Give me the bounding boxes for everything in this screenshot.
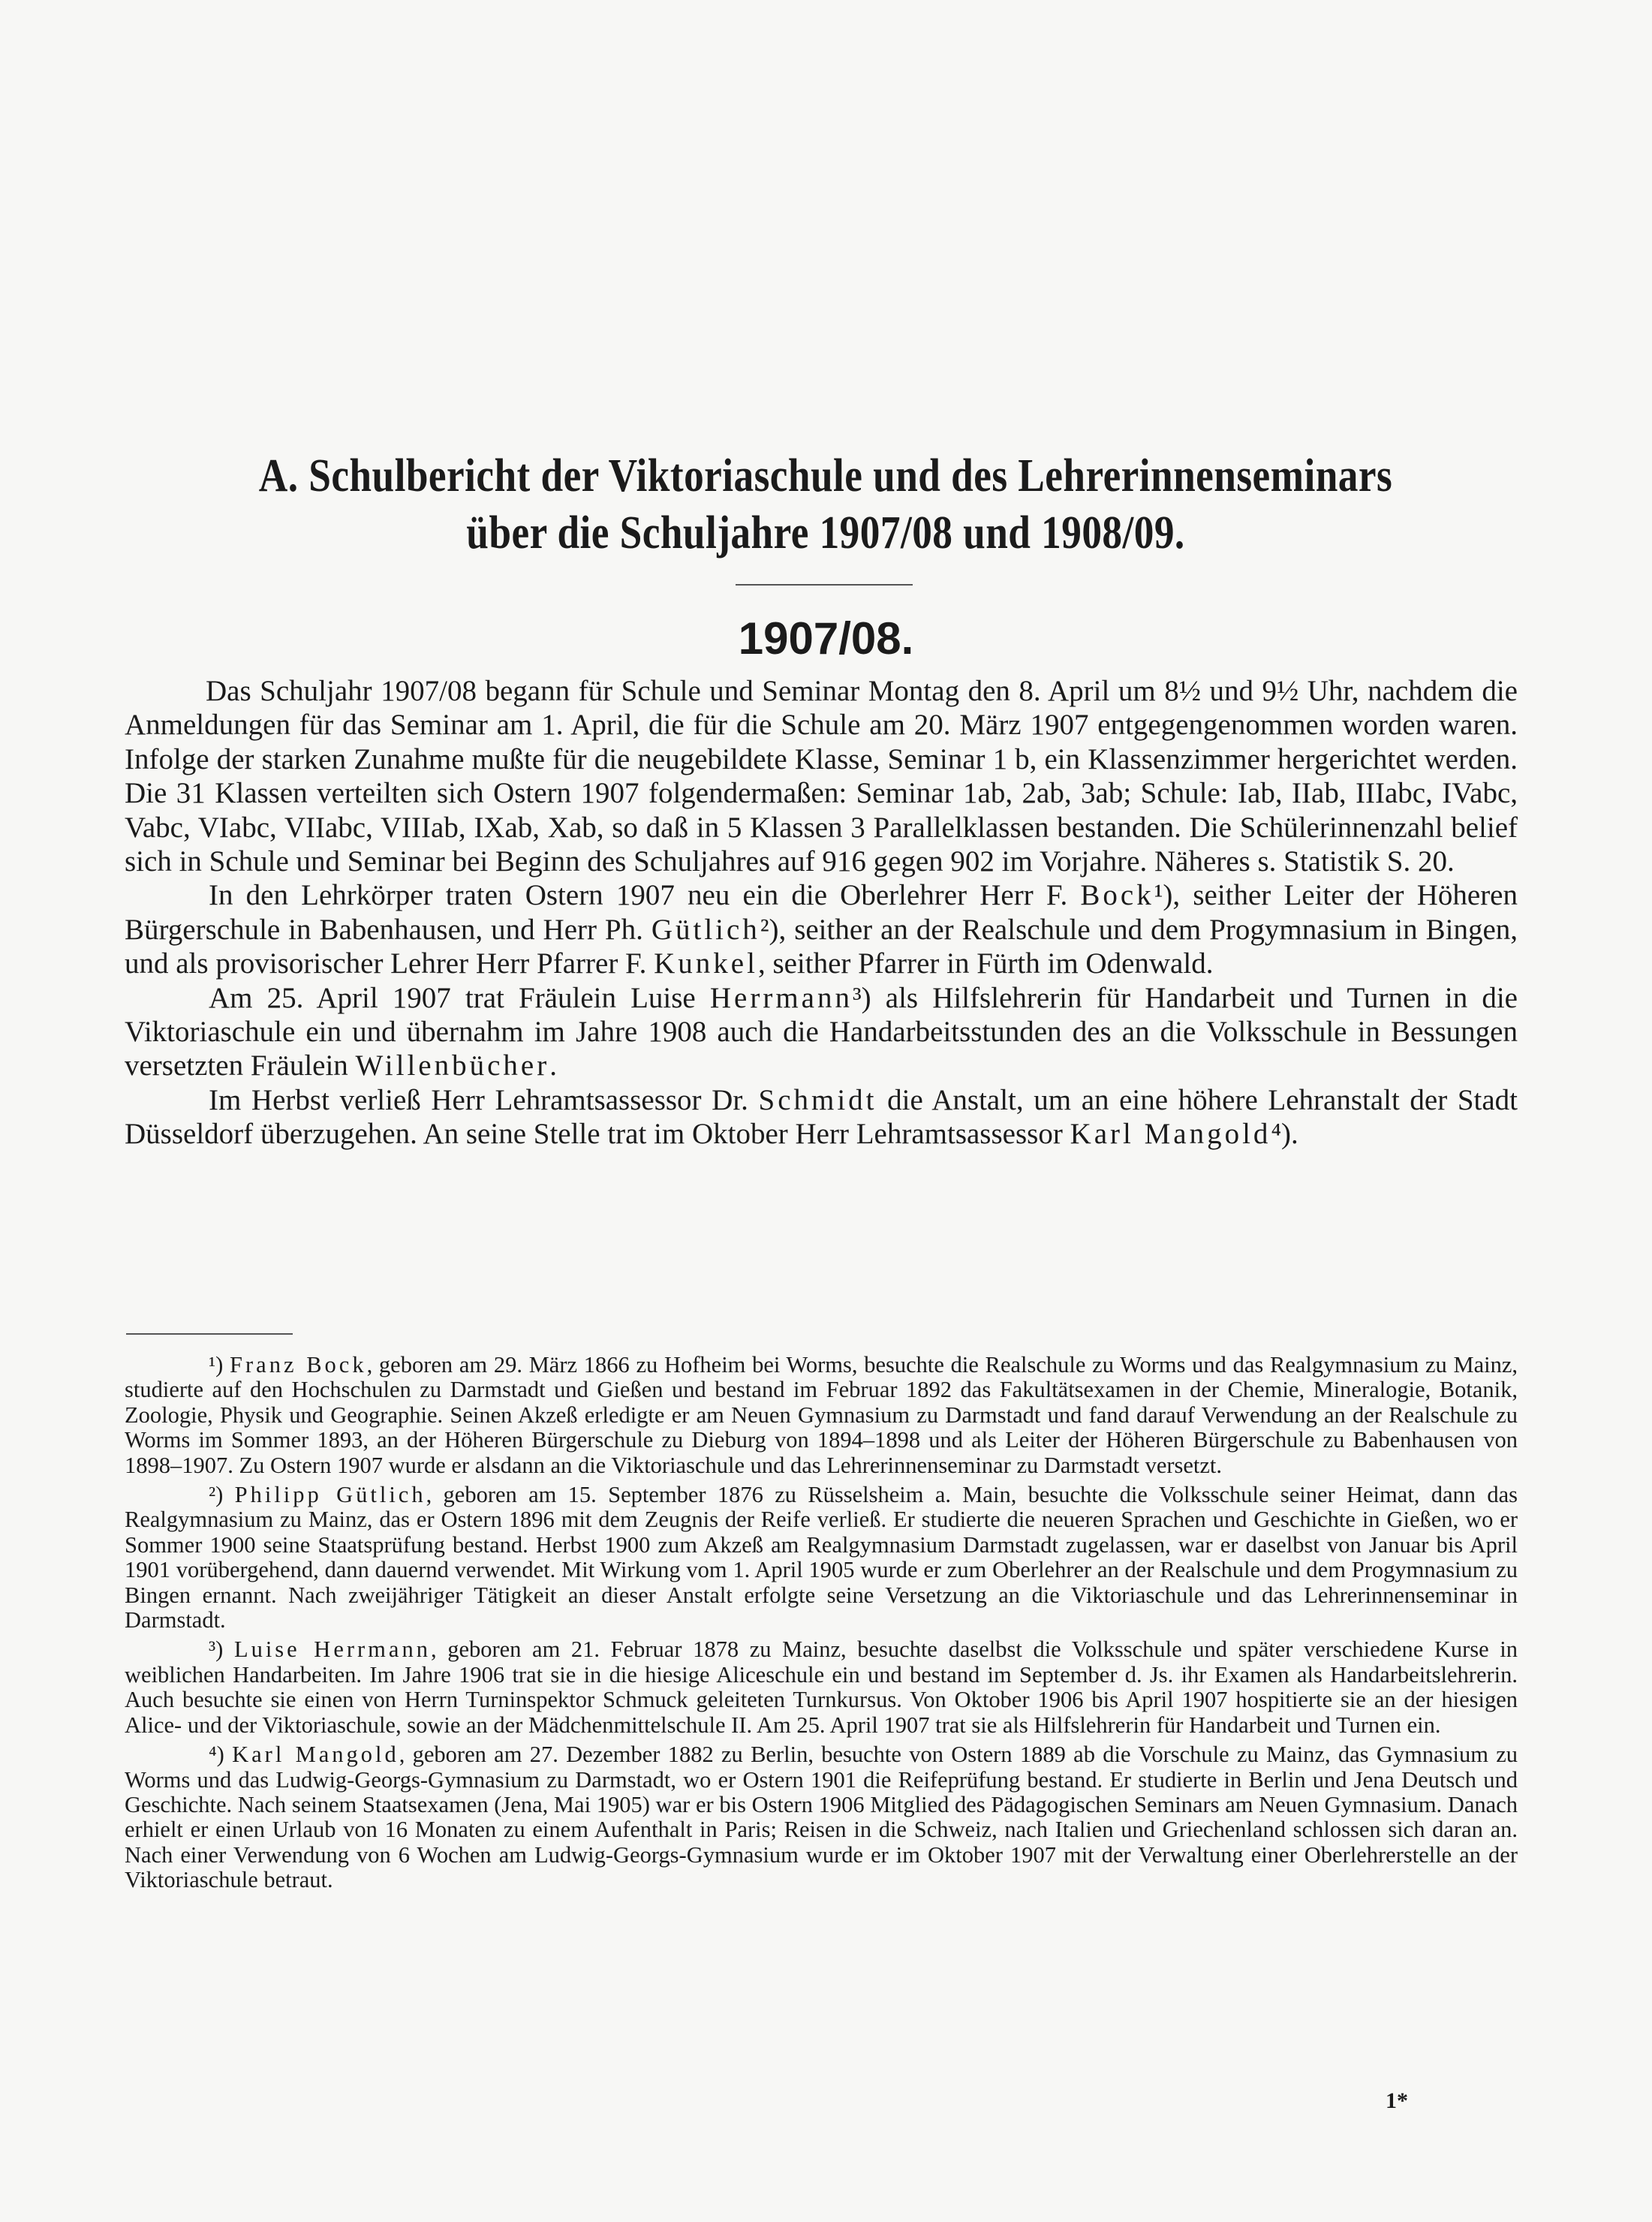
paragraph-4-text: Im Herbst verließ Herr Lehramtsassessor Dr. <box>209 1083 759 1116</box>
paragraph-3 <box>125 981 1518 1083</box>
footnote-marker: ⁴) <box>209 1742 224 1768</box>
paragraph-2-text: , seither Pfarrer in Fürth im Odenwald. <box>757 947 1214 980</box>
person-name: Willenbücher <box>355 1049 550 1082</box>
paragraph-1: Das Schuljahr 1907/08 begann für Schule und Seminar Montag den 8. April um 8½ und 9½ Uhr, nachdem die Anmeldungen für das Seminar am 1. April, die für die Schule am 20. März 1907 entgegengenommen worden waren. Infolge der starken Zunahme mußte für die neugebildete Klasse, Seminar 1 b, ein Klassenzimmer hergerichtet werden. Die 31 Klassen verteilten sich Ostern 1907 folgendermaßen: Seminar 1ab, 2ab, 3ab; Schule: Iab, IIab, IIIabc, IVabc, Vabc, VIabc, VIIabc, VIIIab, IXab, Xab, so daß in 5 Klassen 3 Parallelklassen bestanden. Die Schülerinnenzahl belief sich in Schule und Seminar bei Beginn des Schuljahres auf 916 gegen 902 im Vorjahre. Näheres s. Statistik S. 20. <box>125 675 1518 878</box>
paragraph-2 <box>125 878 1518 980</box>
paragraph-4-text: die Anstalt, um an eine höhere Lehranstalt der Stadt Düsseldorf überzugehen. An seine Stelle trat im Oktober Herr Lehramtsassessor <box>125 1083 1518 1151</box>
footnote-text: , geboren am 15. September 1876 zu Rüsselsheim a. Main, besuchte die Volksschule seiner Heimat, dann das Realgymnasium zu Mainz, das er Ostern 1896 mit dem Zeugnis der Reife verließ. Er studierte die neueren Sprachen und Geschichte in Gießen, wo er Sommer 1900 seine Staatsprüfung bestand. Herbst 1900 zum Akzeß am Realgymnasium Darmstadt zugelassen, war er daselbst von Januar bis April 1901 vorübergehend, dann dauernd verwendet. Mit Wirkung vom 1. April 1905 wurde er zum Oberlehrer an der Realschule und dem Progymnasium zu Bingen ernannt. Nach zweijähriger Tätigkeit an dieser Anstalt erfolgte seine Versetzung an die Viktoriaschule und das Lehrerinnenseminar in Darmstadt. <box>125 1482 1518 1633</box>
title-divider <box>736 584 913 586</box>
report-title-line-2: über die Schuljahre 1907/08 und 1908/09. <box>466 507 1185 559</box>
person-name: Schmidt <box>758 1083 877 1116</box>
paragraph-3-text: . <box>549 1049 557 1082</box>
person-name: Gütlich <box>651 913 760 946</box>
paragraph-3-text: Am 25. April 1907 trat Fräulein Luise <box>209 981 710 1014</box>
footnote-name: Karl Mangold <box>232 1742 399 1768</box>
paragraph-2-text: ²), seither an der Realschule und dem Progymnasium in Bingen, und als provisorischer Lehrer Herr Pfarrer F. <box>125 913 1518 980</box>
footnote-text: , geboren am 27. Dezember 1882 zu Berlin, besuchte von Ostern 1889 ab die Vorschule zu Mainz, das Gymnasium zu Worms und das Ludwig-Georgs-Gymnasium zu Darmstadt, wo er Ostern 1901 die Reifeprüfung bestand. Er studierte in Berlin und Jena Deutsch und Geschichte. Nach seinem Staatsexamen (Jena, Mai 1905) war er bis Ostern 1906 Mitglied des Pädagogischen Seminars am Neuen Gymnasium. Danach erhielt er einen Urlaub von 16 Monaten zu einem Aufenthalt in Paris; Reisen in die Schweiz, nach Italien und Griechenland schlossen sich daran an. Nach einer Verwendung von 6 Wochen am Ludwig-Georgs-Gymnasium wurde er im Oktober 1907 mit der Verwaltung einer Oberlehrerstelle an der Viktoriaschule betraut. <box>125 1742 1518 1893</box>
person-name: Herrmann <box>709 981 853 1014</box>
person-name: Kunkel <box>654 947 758 980</box>
footnote-1 <box>125 1353 1518 1478</box>
footnote-name: Franz Bock <box>230 1352 367 1377</box>
paragraph-4 <box>125 1083 1518 1152</box>
person-name: Karl Mangold <box>1070 1118 1271 1151</box>
footnote-4 <box>125 1742 1518 1892</box>
report-title <box>232 447 1419 562</box>
footnote-text: , geboren am 21. Februar 1878 zu Mainz, besuchte daselbst die Volksschule und später verschiedene Kurse in weiblichen Handarbeiten. Im Jahre 1906 trat sie in die hiesige Aliceschule ein und bestand im September d. Js. ihr Examen als Handarbeitslehrerin. Auch besuchte sie einen von Herrn Turninspektor Schmuck geleiteten Turnkursus. Von Oktober 1906 bis April 1907 hospitierte sie an der hiesigen Alice- und der Viktoriaschule, sowie an der Mädchenmittelschule II. Am 25. April 1907 trat sie als Hilfslehrerin für Handarbeit und Turnen ein. <box>125 1636 1518 1738</box>
report-body <box>125 674 1518 1152</box>
footnote-marker: ¹) <box>209 1352 224 1377</box>
paragraph-4-text: ⁴). <box>1271 1118 1298 1151</box>
paragraph-2-text: ¹), seither Leiter der Höheren Bürgerschule in Babenhausen, und Herr Ph. <box>125 879 1518 946</box>
footnote-marker: ²) <box>209 1482 224 1508</box>
footnotes <box>125 1353 1518 1898</box>
signature-mark: 1* <box>1386 2088 1408 2113</box>
footnote-name: Luise Herrmann <box>233 1636 431 1663</box>
section-year-heading: 1907/08. <box>738 613 914 664</box>
footnote-marker: ³) <box>209 1636 224 1663</box>
footnote-name: Philipp Gütlich <box>234 1482 426 1508</box>
footnote-text: , geboren am 29. März 1866 zu Hofheim bei Worms, besuchte die Realschule zu Worms und das Realgymnasium zu Mainz, studierte auf den Hochschulen zu Darmstadt und Gießen und bestand im Februar 1892 das Fakultätsexamen in der Chemie, Mineralogie, Botanik, Zoologie, Physik und Geographie. Seinen Akzeß erledigte er am Neuen Gymnasium zu Darmstadt und fand darauf Verwendung an der Realschule zu Worms im Sommer 1893, an der Höheren Bürgerschule zu Dieburg von 1894–1898 und als Leiter der Höheren Bürgerschule zu Babenhausen von 1898–1907. Zu Ostern 1907 wurde er alsdann an die Viktoriaschule und das Lehrerinnenseminar zu Darmstadt versetzt. <box>125 1352 1518 1478</box>
footnote-3 <box>125 1637 1518 1738</box>
paragraph-3-text: ³) als Hilfslehrerin für Handarbeit und Turnen in die Viktoriaschule ein und übernahm im Jahre 1908 auch die Handarbeitsstunden des an die Volksschule in Bessungen versetzten Fräulein <box>125 981 1518 1082</box>
footnote-divider <box>126 1333 293 1335</box>
paragraph-2-text: In den Lehrkörper traten Ostern 1907 neu ein die Oberlehrer Herr F. <box>209 879 1081 912</box>
person-name: Bock <box>1080 879 1154 912</box>
report-title-line-1: A. Schulbericht der Viktoriaschule und des Lehrerinnenseminars <box>258 450 1393 501</box>
footnote-2 <box>125 1483 1518 1633</box>
